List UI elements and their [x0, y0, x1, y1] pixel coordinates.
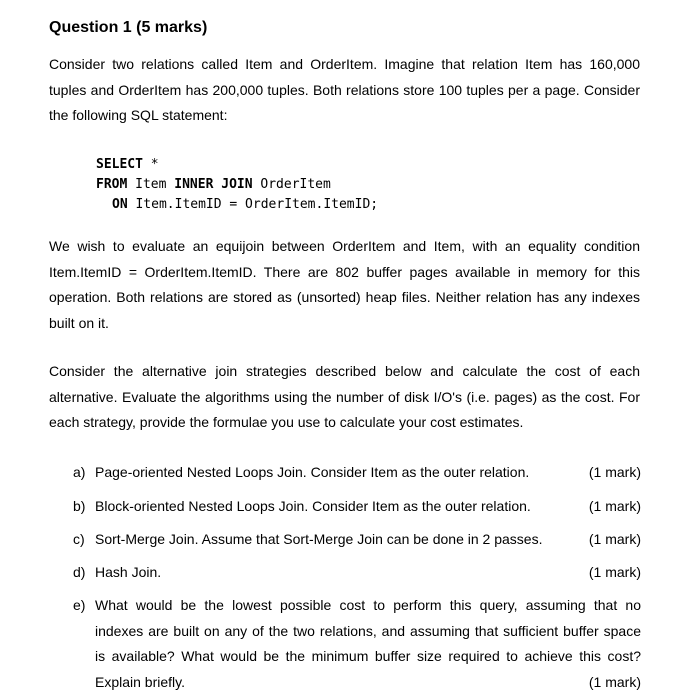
paragraph-line: operation. Both relations are stored as (unsorted) heap files. Neither relation has any indexes	[49, 289, 640, 305]
sql-line-select	[96, 155, 378, 175]
paragraph-line: alternative. Evaluate the algorithms using the number of disk I/O's (i.e. pages) as the cost. For	[49, 388, 640, 405]
sql-text: OrderItem	[252, 177, 331, 192]
paragraph-line: Item.ItemID = OrderItem.ItemID. There are 802 buffer pages available in memory for this	[49, 263, 640, 280]
strategies-paragraph	[49, 359, 640, 436]
part-mark: (1 mark)	[588, 464, 641, 480]
part-label: d)	[73, 564, 86, 580]
question-part-e	[73, 593, 641, 698]
sql-line-on	[96, 195, 378, 215]
paragraph-line: built on it.	[49, 314, 109, 331]
part-mark: (1 mark)	[588, 673, 641, 690]
part-mark: (1 mark)	[588, 531, 641, 547]
paragraph-line: each strategy, provide the formulae you use to calculate your cost estimates.	[49, 414, 524, 430]
paragraph-line: We wish to evaluate an equijoin between OrderItem and Item, with an equality condition	[49, 238, 640, 254]
intro-line: the following SQL statement:	[49, 107, 228, 123]
part-e-line: indexes are built on any of the two relations, and assuming that sufficient buffer space	[95, 622, 641, 639]
sql-text: Item	[127, 177, 175, 192]
intro-line: Consider two relations called Item and OrderItem. Imagine that relation Item has 160,000	[49, 56, 640, 72]
sql-keyword: SELECT	[96, 157, 143, 172]
part-label: c)	[73, 531, 85, 547]
intro-paragraph	[49, 52, 640, 129]
paragraph-line: Consider the alternative join strategies described below and calculate the cost of each	[49, 363, 640, 379]
part-label: a)	[73, 464, 86, 480]
sql-keyword: ON	[112, 197, 128, 212]
sql-statement	[96, 155, 378, 215]
equijoin-paragraph	[49, 234, 640, 336]
part-label: e)	[73, 597, 86, 613]
question-heading: Question 1 (5 marks)	[49, 19, 208, 36]
part-e-line: is available? What would be the minimum buffer size required to achieve this cost?	[95, 648, 641, 664]
part-text: Hash Join.	[95, 564, 162, 580]
part-e-line: What would be the lowest possible cost to perform this query, assuming that no	[95, 597, 641, 613]
part-mark: (1 mark)	[588, 497, 641, 514]
sql-text: Item.ItemID = OrderItem.ItemID;	[127, 197, 379, 212]
sql-line-from	[96, 175, 378, 195]
part-e-text	[95, 593, 641, 695]
intro-line: tuples and OrderItem has 200,000 tuples. Both relations store 100 tuples per a page. Consider	[49, 81, 640, 98]
part-text: Block-oriented Nested Loops Join. Consider Item as the outer relation.	[95, 497, 531, 514]
sql-text: *	[142, 157, 159, 172]
part-text: Sort-Merge Join. Assume that Sort-Merge Join can be done in 2 passes.	[95, 531, 543, 547]
part-e-line: Explain briefly.	[95, 673, 186, 690]
part-mark: (1 mark)	[588, 564, 641, 580]
sql-keyword: INNER JOIN	[174, 177, 253, 192]
part-text: Page-oriented Nested Loops Join. Consider Item as the outer relation.	[95, 464, 530, 480]
part-label: b)	[73, 497, 86, 514]
sql-keyword: FROM	[96, 177, 128, 192]
